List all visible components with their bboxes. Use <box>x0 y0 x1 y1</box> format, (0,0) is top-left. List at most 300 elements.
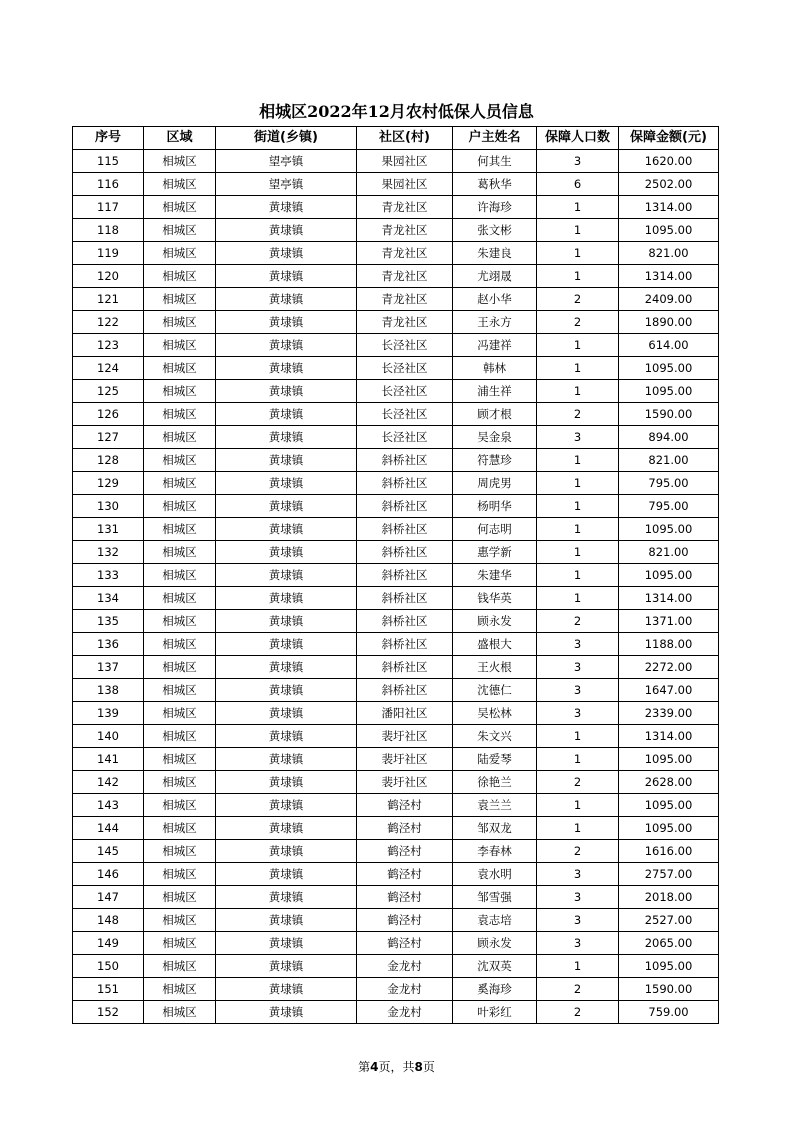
cell-community: 潘阳社区 <box>357 702 453 725</box>
cell-amount: 2339.00 <box>619 702 719 725</box>
cell-district: 相城区 <box>144 150 216 173</box>
cell-community: 长泾社区 <box>357 426 453 449</box>
cell-householder: 奚海珍 <box>453 978 537 1001</box>
cell-town: 黄埭镇 <box>216 495 357 518</box>
cell-index: 152 <box>73 1001 144 1024</box>
cell-index: 129 <box>73 472 144 495</box>
cell-community: 青龙社区 <box>357 311 453 334</box>
cell-town: 黄埭镇 <box>216 472 357 495</box>
cell-amount: 1314.00 <box>619 265 719 288</box>
table-row <box>73 978 719 1001</box>
cell-householder: 徐艳兰 <box>453 771 537 794</box>
cell-amount: 1095.00 <box>619 518 719 541</box>
cell-people-count: 3 <box>537 656 619 679</box>
cell-people-count: 3 <box>537 932 619 955</box>
cell-people-count: 1 <box>537 380 619 403</box>
cell-district: 相城区 <box>144 886 216 909</box>
cell-community: 斜桥社区 <box>357 679 453 702</box>
cell-amount: 1095.00 <box>619 955 719 978</box>
cell-index: 144 <box>73 817 144 840</box>
cell-town: 黄埭镇 <box>216 932 357 955</box>
table-row <box>73 403 719 426</box>
cell-town: 黄埭镇 <box>216 817 357 840</box>
table-row <box>73 955 719 978</box>
cell-amount: 1095.00 <box>619 219 719 242</box>
cell-amount: 2502.00 <box>619 173 719 196</box>
cell-people-count: 2 <box>537 403 619 426</box>
cell-index: 142 <box>73 771 144 794</box>
cell-people-count: 1 <box>537 541 619 564</box>
table-row <box>73 265 719 288</box>
cell-community: 青龙社区 <box>357 219 453 242</box>
cell-town: 黄埭镇 <box>216 1001 357 1024</box>
cell-householder: 沈德仁 <box>453 679 537 702</box>
cell-householder: 赵小华 <box>453 288 537 311</box>
cell-district: 相城区 <box>144 173 216 196</box>
cell-amount: 1590.00 <box>619 978 719 1001</box>
cell-householder: 顾才根 <box>453 403 537 426</box>
table-row <box>73 863 719 886</box>
cell-town: 黄埭镇 <box>216 656 357 679</box>
cell-people-count: 3 <box>537 702 619 725</box>
cell-community: 鹤泾村 <box>357 886 453 909</box>
cell-town: 黄埭镇 <box>216 587 357 610</box>
cell-index: 133 <box>73 564 144 587</box>
cell-town: 黄埭镇 <box>216 725 357 748</box>
table-header-row <box>73 127 719 150</box>
cell-district: 相城区 <box>144 403 216 426</box>
footer-prefix: 第 <box>358 1060 371 1074</box>
cell-amount: 2272.00 <box>619 656 719 679</box>
cell-amount: 2757.00 <box>619 863 719 886</box>
cell-people-count: 3 <box>537 863 619 886</box>
cell-index: 117 <box>73 196 144 219</box>
cell-town: 黄埭镇 <box>216 886 357 909</box>
cell-district: 相城区 <box>144 334 216 357</box>
cell-amount: 2409.00 <box>619 288 719 311</box>
cell-community: 鹤泾村 <box>357 863 453 886</box>
cell-householder: 韩林 <box>453 357 537 380</box>
cell-amount: 2018.00 <box>619 886 719 909</box>
cell-district: 相城区 <box>144 909 216 932</box>
header-people-count: 保障人口数 <box>537 127 619 150</box>
cell-town: 黄埭镇 <box>216 610 357 633</box>
cell-amount: 1314.00 <box>619 725 719 748</box>
cell-index: 121 <box>73 288 144 311</box>
cell-people-count: 3 <box>537 150 619 173</box>
cell-amount: 1314.00 <box>619 196 719 219</box>
cell-index: 116 <box>73 173 144 196</box>
cell-community: 斜桥社区 <box>357 656 453 679</box>
cell-community: 青龙社区 <box>357 242 453 265</box>
cell-town: 黄埭镇 <box>216 265 357 288</box>
header-district: 区域 <box>144 127 216 150</box>
cell-index: 151 <box>73 978 144 1001</box>
cell-householder: 沈双英 <box>453 955 537 978</box>
cell-householder: 张文彬 <box>453 219 537 242</box>
cell-people-count: 1 <box>537 564 619 587</box>
cell-amount: 1890.00 <box>619 311 719 334</box>
cell-people-count: 1 <box>537 518 619 541</box>
cell-amount: 1314.00 <box>619 587 719 610</box>
cell-householder: 盛根大 <box>453 633 537 656</box>
cell-town: 黄埭镇 <box>216 242 357 265</box>
cell-householder: 冯建祥 <box>453 334 537 357</box>
footer-total-pages: 8 <box>414 1060 423 1074</box>
table-row <box>73 288 719 311</box>
cell-town: 黄埭镇 <box>216 955 357 978</box>
cell-amount: 1647.00 <box>619 679 719 702</box>
cell-index: 124 <box>73 357 144 380</box>
table-row <box>73 656 719 679</box>
cell-district: 相城区 <box>144 495 216 518</box>
cell-index: 131 <box>73 518 144 541</box>
cell-district: 相城区 <box>144 702 216 725</box>
cell-people-count: 2 <box>537 288 619 311</box>
table-row <box>73 909 719 932</box>
cell-amount: 1095.00 <box>619 564 719 587</box>
cell-community: 金龙村 <box>357 1001 453 1024</box>
table-row <box>73 173 719 196</box>
cell-householder: 陆爱琴 <box>453 748 537 771</box>
cell-people-count: 3 <box>537 909 619 932</box>
cell-district: 相城区 <box>144 610 216 633</box>
cell-index: 135 <box>73 610 144 633</box>
table-body <box>73 150 719 1024</box>
cell-people-count: 3 <box>537 426 619 449</box>
cell-town: 黄埭镇 <box>216 978 357 1001</box>
cell-people-count: 2 <box>537 1001 619 1024</box>
cell-community: 长泾社区 <box>357 403 453 426</box>
cell-community: 青龙社区 <box>357 288 453 311</box>
footer-middle: 页，共 <box>378 1060 415 1074</box>
cell-people-count: 1 <box>537 357 619 380</box>
cell-district: 相城区 <box>144 311 216 334</box>
cell-amount: 1095.00 <box>619 357 719 380</box>
table-row <box>73 311 719 334</box>
table-row <box>73 587 719 610</box>
cell-town: 黄埭镇 <box>216 909 357 932</box>
cell-amount: 1095.00 <box>619 817 719 840</box>
cell-district: 相城区 <box>144 541 216 564</box>
cell-householder: 葛秋华 <box>453 173 537 196</box>
cell-district: 相城区 <box>144 771 216 794</box>
cell-district: 相城区 <box>144 679 216 702</box>
table-row <box>73 840 719 863</box>
cell-community: 斜桥社区 <box>357 541 453 564</box>
cell-householder: 吴金泉 <box>453 426 537 449</box>
table-row <box>73 449 719 472</box>
cell-householder: 王火根 <box>453 656 537 679</box>
cell-amount: 1188.00 <box>619 633 719 656</box>
cell-amount: 821.00 <box>619 449 719 472</box>
cell-people-count: 1 <box>537 265 619 288</box>
table-row <box>73 771 719 794</box>
cell-householder: 钱华英 <box>453 587 537 610</box>
cell-community: 斜桥社区 <box>357 518 453 541</box>
table-row <box>73 541 719 564</box>
cell-district: 相城区 <box>144 587 216 610</box>
cell-district: 相城区 <box>144 518 216 541</box>
cell-householder: 袁兰兰 <box>453 794 537 817</box>
table-row <box>73 748 719 771</box>
cell-people-count: 3 <box>537 886 619 909</box>
cell-town: 黄埭镇 <box>216 564 357 587</box>
cell-amount: 821.00 <box>619 541 719 564</box>
cell-householder: 朱文兴 <box>453 725 537 748</box>
cell-index: 150 <box>73 955 144 978</box>
cell-index: 130 <box>73 495 144 518</box>
cell-community: 鹤泾村 <box>357 840 453 863</box>
cell-community: 裴圩社区 <box>357 748 453 771</box>
header-community: 社区(村) <box>357 127 453 150</box>
cell-amount: 894.00 <box>619 426 719 449</box>
cell-town: 黄埭镇 <box>216 679 357 702</box>
table-row <box>73 472 719 495</box>
cell-amount: 614.00 <box>619 334 719 357</box>
cell-householder: 吴松林 <box>453 702 537 725</box>
table-row <box>73 357 719 380</box>
cell-householder: 符慧珍 <box>453 449 537 472</box>
cell-people-count: 1 <box>537 495 619 518</box>
cell-people-count: 1 <box>537 794 619 817</box>
cell-householder: 顾永发 <box>453 932 537 955</box>
cell-people-count: 2 <box>537 771 619 794</box>
cell-district: 相城区 <box>144 633 216 656</box>
table-row <box>73 495 719 518</box>
table-row <box>73 242 719 265</box>
cell-amount: 1095.00 <box>619 380 719 403</box>
cell-district: 相城区 <box>144 288 216 311</box>
cell-index: 122 <box>73 311 144 334</box>
header-town: 街道(乡镇) <box>216 127 357 150</box>
table-row <box>73 426 719 449</box>
cell-community: 斜桥社区 <box>357 587 453 610</box>
table-row <box>73 196 719 219</box>
cell-people-count: 3 <box>537 679 619 702</box>
cell-people-count: 1 <box>537 955 619 978</box>
cell-district: 相城区 <box>144 219 216 242</box>
cell-community: 鹤泾村 <box>357 794 453 817</box>
cell-householder: 邹双龙 <box>453 817 537 840</box>
cell-householder: 朱建良 <box>453 242 537 265</box>
data-table <box>72 126 719 1024</box>
footer-page-number: 4 <box>370 1060 379 1074</box>
cell-index: 132 <box>73 541 144 564</box>
cell-town: 黄埭镇 <box>216 840 357 863</box>
cell-index: 149 <box>73 932 144 955</box>
cell-index: 146 <box>73 863 144 886</box>
cell-people-count: 2 <box>537 840 619 863</box>
cell-district: 相城区 <box>144 449 216 472</box>
cell-district: 相城区 <box>144 380 216 403</box>
header-index: 序号 <box>73 127 144 150</box>
cell-index: 118 <box>73 219 144 242</box>
cell-town: 黄埭镇 <box>216 219 357 242</box>
cell-index: 123 <box>73 334 144 357</box>
cell-people-count: 2 <box>537 311 619 334</box>
cell-town: 望亭镇 <box>216 173 357 196</box>
cell-community: 长泾社区 <box>357 357 453 380</box>
page-title: 相城区2022年12月农村低保人员信息 <box>259 102 534 121</box>
cell-amount: 1095.00 <box>619 794 719 817</box>
cell-district: 相城区 <box>144 242 216 265</box>
table-row <box>73 219 719 242</box>
cell-index: 115 <box>73 150 144 173</box>
cell-district: 相城区 <box>144 955 216 978</box>
cell-householder: 浦生祥 <box>453 380 537 403</box>
cell-householder: 惠学新 <box>453 541 537 564</box>
cell-community: 长泾社区 <box>357 380 453 403</box>
cell-householder: 何其生 <box>453 150 537 173</box>
cell-town: 望亭镇 <box>216 150 357 173</box>
cell-index: 126 <box>73 403 144 426</box>
cell-householder: 尤翊晟 <box>453 265 537 288</box>
cell-index: 137 <box>73 656 144 679</box>
cell-people-count: 2 <box>537 978 619 1001</box>
cell-index: 125 <box>73 380 144 403</box>
cell-community: 鹤泾村 <box>357 817 453 840</box>
cell-people-count: 1 <box>537 242 619 265</box>
table-row <box>73 150 719 173</box>
cell-householder: 邹雪强 <box>453 886 537 909</box>
cell-amount: 759.00 <box>619 1001 719 1024</box>
cell-householder: 周虎男 <box>453 472 537 495</box>
cell-district: 相城区 <box>144 932 216 955</box>
cell-district: 相城区 <box>144 817 216 840</box>
cell-town: 黄埭镇 <box>216 863 357 886</box>
cell-index: 136 <box>73 633 144 656</box>
cell-index: 140 <box>73 725 144 748</box>
cell-amount: 1590.00 <box>619 403 719 426</box>
cell-amount: 821.00 <box>619 242 719 265</box>
table-row <box>73 725 719 748</box>
cell-town: 黄埭镇 <box>216 748 357 771</box>
cell-community: 裴圩社区 <box>357 725 453 748</box>
cell-index: 119 <box>73 242 144 265</box>
cell-index: 148 <box>73 909 144 932</box>
cell-people-count: 1 <box>537 196 619 219</box>
cell-district: 相城区 <box>144 265 216 288</box>
table-row <box>73 564 719 587</box>
cell-people-count: 1 <box>537 748 619 771</box>
cell-town: 黄埭镇 <box>216 518 357 541</box>
header-householder: 户主姓名 <box>453 127 537 150</box>
cell-people-count: 2 <box>537 610 619 633</box>
cell-amount: 2065.00 <box>619 932 719 955</box>
cell-district: 相城区 <box>144 978 216 1001</box>
cell-district: 相城区 <box>144 794 216 817</box>
table-row <box>73 518 719 541</box>
table-row <box>73 633 719 656</box>
cell-community: 金龙村 <box>357 978 453 1001</box>
cell-town: 黄埭镇 <box>216 449 357 472</box>
cell-town: 黄埭镇 <box>216 357 357 380</box>
page-footer <box>0 1058 793 1075</box>
cell-district: 相城区 <box>144 725 216 748</box>
cell-district: 相城区 <box>144 1001 216 1024</box>
cell-people-count: 1 <box>537 334 619 357</box>
cell-community: 青龙社区 <box>357 196 453 219</box>
table-row <box>73 380 719 403</box>
table-row <box>73 334 719 357</box>
cell-district: 相城区 <box>144 564 216 587</box>
cell-community: 斜桥社区 <box>357 610 453 633</box>
cell-householder: 袁志培 <box>453 909 537 932</box>
cell-community: 斜桥社区 <box>357 633 453 656</box>
cell-district: 相城区 <box>144 357 216 380</box>
table-row <box>73 932 719 955</box>
cell-community: 斜桥社区 <box>357 472 453 495</box>
cell-community: 斜桥社区 <box>357 449 453 472</box>
cell-people-count: 1 <box>537 449 619 472</box>
table-row <box>73 1001 719 1024</box>
cell-index: 141 <box>73 748 144 771</box>
cell-district: 相城区 <box>144 840 216 863</box>
cell-householder: 杨明华 <box>453 495 537 518</box>
cell-community: 青龙社区 <box>357 265 453 288</box>
cell-index: 147 <box>73 886 144 909</box>
footer-suffix: 页 <box>422 1060 435 1074</box>
header-amount: 保障金额(元) <box>619 127 719 150</box>
cell-people-count: 1 <box>537 472 619 495</box>
cell-community: 鹤泾村 <box>357 909 453 932</box>
cell-index: 127 <box>73 426 144 449</box>
cell-district: 相城区 <box>144 863 216 886</box>
cell-town: 黄埭镇 <box>216 541 357 564</box>
cell-district: 相城区 <box>144 426 216 449</box>
cell-amount: 1095.00 <box>619 748 719 771</box>
table-row <box>73 702 719 725</box>
cell-community: 斜桥社区 <box>357 495 453 518</box>
cell-community: 金龙村 <box>357 955 453 978</box>
cell-amount: 1620.00 <box>619 150 719 173</box>
table-row <box>73 886 719 909</box>
cell-town: 黄埭镇 <box>216 196 357 219</box>
cell-town: 黄埭镇 <box>216 334 357 357</box>
cell-town: 黄埭镇 <box>216 702 357 725</box>
cell-community: 裴圩社区 <box>357 771 453 794</box>
cell-householder: 王永方 <box>453 311 537 334</box>
cell-index: 143 <box>73 794 144 817</box>
cell-people-count: 1 <box>537 817 619 840</box>
cell-district: 相城区 <box>144 472 216 495</box>
cell-index: 128 <box>73 449 144 472</box>
cell-people-count: 1 <box>537 587 619 610</box>
cell-index: 145 <box>73 840 144 863</box>
cell-amount: 2527.00 <box>619 909 719 932</box>
cell-householder: 顾永发 <box>453 610 537 633</box>
table-row <box>73 794 719 817</box>
cell-town: 黄埭镇 <box>216 426 357 449</box>
cell-index: 138 <box>73 679 144 702</box>
cell-amount: 795.00 <box>619 495 719 518</box>
cell-community: 鹤泾村 <box>357 932 453 955</box>
cell-town: 黄埭镇 <box>216 311 357 334</box>
cell-householder: 袁水明 <box>453 863 537 886</box>
cell-index: 139 <box>73 702 144 725</box>
cell-amount: 2628.00 <box>619 771 719 794</box>
cell-town: 黄埭镇 <box>216 288 357 311</box>
cell-householder: 许海珍 <box>453 196 537 219</box>
cell-householder: 叶彩红 <box>453 1001 537 1024</box>
cell-community: 果园社区 <box>357 173 453 196</box>
cell-town: 黄埭镇 <box>216 771 357 794</box>
cell-district: 相城区 <box>144 748 216 771</box>
cell-people-count: 1 <box>537 725 619 748</box>
table-row <box>73 610 719 633</box>
table-row <box>73 679 719 702</box>
